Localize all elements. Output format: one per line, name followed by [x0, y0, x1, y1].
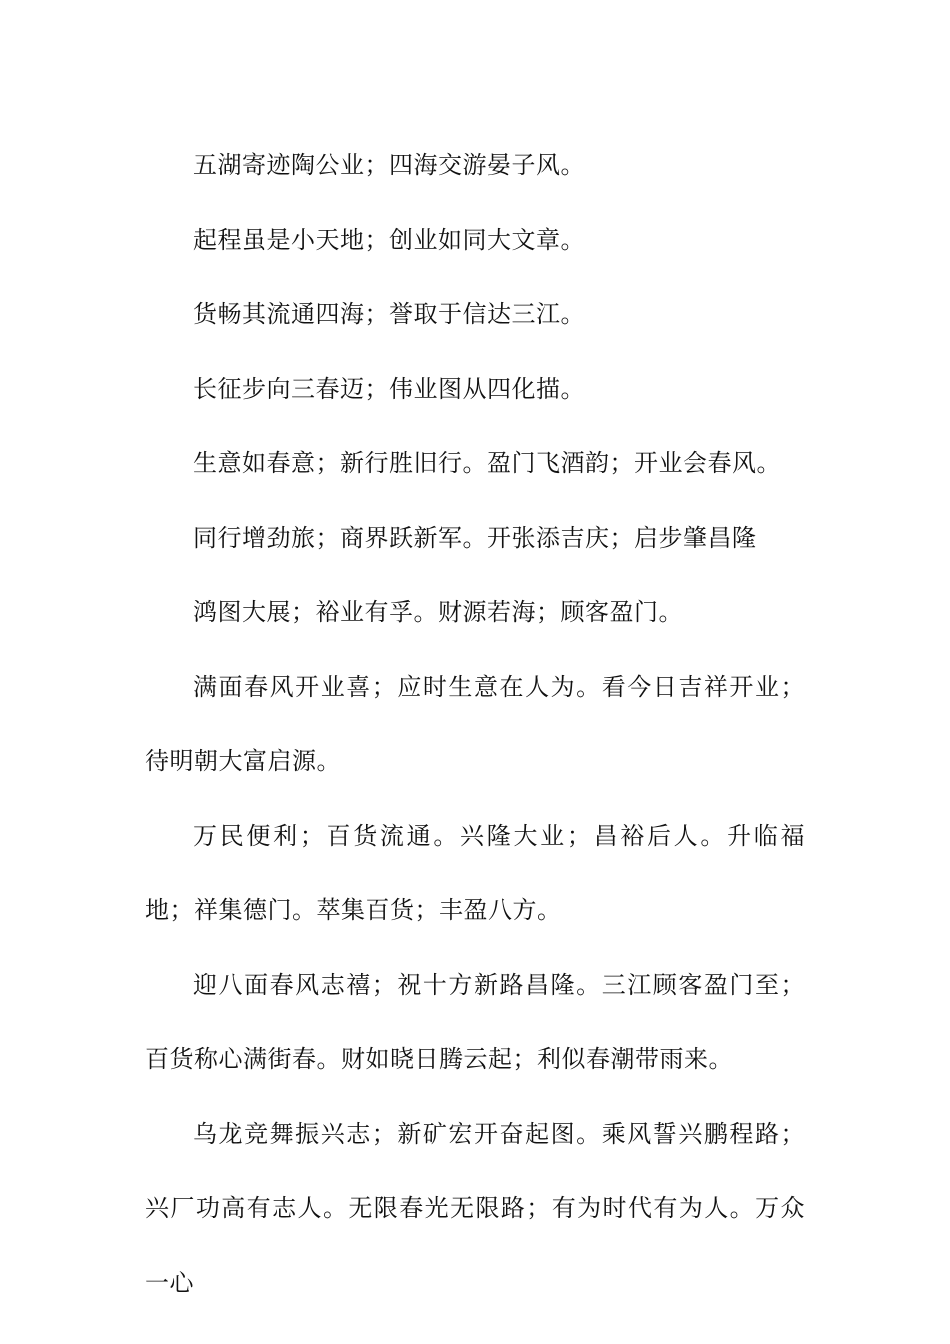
- paragraph: 生意如春意；新行胜旧行。盈门飞酒韵；开业会春风。: [193, 449, 781, 477]
- paragraph: 鸿图大展；裕业有孚。财源若海；顾客盈门。: [193, 598, 683, 626]
- paragraph: 万民便利；百货流通。兴隆大业；昌裕后人。升临福地；祥集德门。萃集百货；丰盈八方。: [145, 821, 805, 924]
- paragraph: 满面春风开业喜；应时生意在人为。看今日吉祥开业；待明朝大富启源。: [145, 672, 805, 775]
- paragraph: 起程虽是小天地；创业如同大文章。: [193, 225, 585, 254]
- paragraph: 同行增劲旅；商界跃新军。开张添吉庆；启步肇昌隆: [193, 523, 757, 552]
- paragraph: 货畅其流通四海；誉取于信达三江。: [193, 300, 585, 328]
- paragraph: 乌龙竞舞振兴志；新矿宏开奋起图。乘风誓兴鹏程路；兴厂功高有志人。无限春光无限路；有为时代有为人。万众一心: [145, 1119, 805, 1297]
- paragraph: 迎八面春风志禧；祝十方新路昌隆。三江顾客盈门至；百货称心满街春。财如晓日腾云起；利似春潮带雨来。: [145, 970, 805, 1073]
- document-body: [145, 128, 805, 1320]
- paragraph: 长征步向三春迈；伟业图从四化描。: [193, 374, 585, 403]
- paragraph: 五湖寄迹陶公业；四海交游晏子风。: [193, 151, 585, 179]
